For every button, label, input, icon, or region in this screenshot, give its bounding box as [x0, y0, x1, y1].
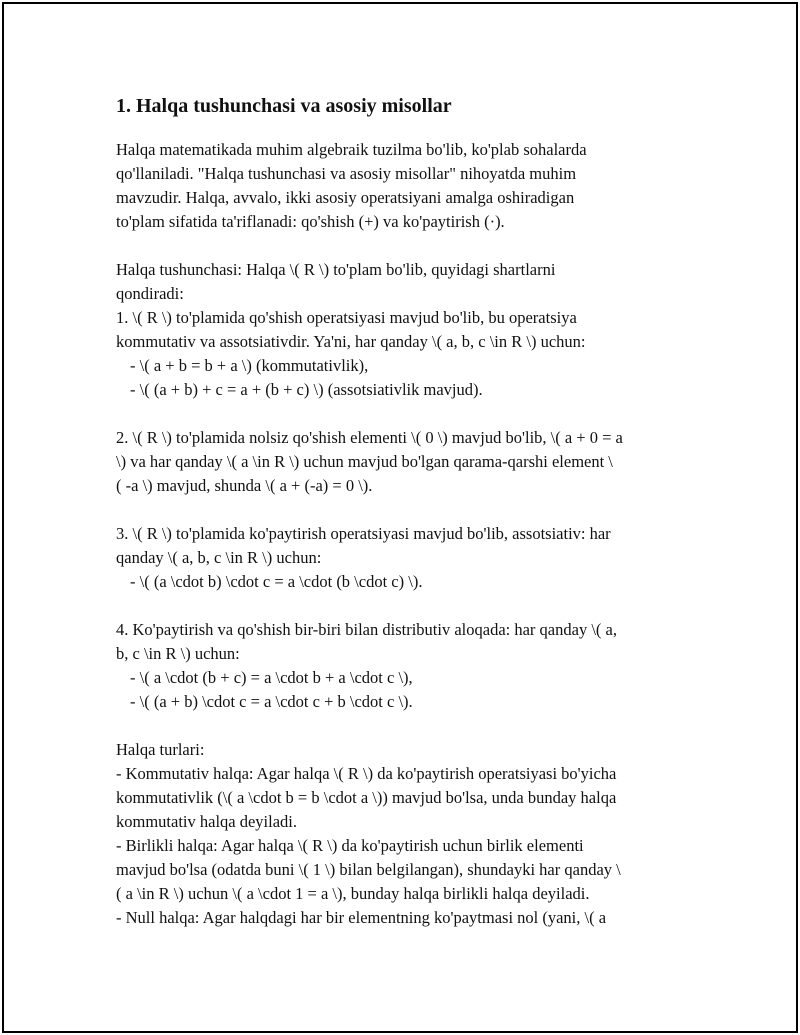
document-body: [116, 94, 696, 930]
text-line: - Null halqa: Agar halqdagi har bir elementning ko'paytmasi nol (yani, \( a: [116, 908, 607, 927]
text-line: b, c \in R \) uchun:: [116, 644, 240, 663]
paragraph-gap: [116, 498, 696, 522]
text-line: 3. \( R \) to'plamida ko'paytirish operatsiyasi mavjud bo'lib, assotsiativ: har: [116, 524, 611, 543]
text-line: ( -a \) mavjud, shunda \( a + (-a) = 0 \).: [116, 476, 373, 495]
formula-line: - \( (a + b) \cdot c = a \cdot c + b \cdot c \).: [130, 692, 413, 711]
text-line: kommutativ halqa deyiladi.: [116, 812, 298, 831]
paragraph-gap: [116, 234, 696, 258]
ring-types-paragraph: [116, 738, 696, 930]
text-line: Halqa matematikada muhim algebraik tuzilma bo'lib, ko'plab sohalarda: [116, 140, 587, 159]
formula-line: - \( a \cdot (b + c) = a \cdot b + a \cdot c \),: [130, 668, 413, 687]
text-line: ( a \in R \) uchun \( a \cdot 1 = a \), bunday halqa birlikli halqa deyiladi.: [116, 884, 590, 903]
text-line: 1. \( R \) to'plamida qo'shish operatsiyasi mavjud bo'lib, bu operatsiya: [116, 308, 577, 327]
paragraph-gap: [116, 594, 696, 618]
text-line: mavjud bo'lsa (odatda buni \( 1 \) bilan belgilangan), shundayki har qanday \: [116, 860, 621, 879]
intro-paragraph: [116, 138, 696, 234]
text-line: 4. Ko'paytirish va qo'shish bir-biri bilan distributiv aloqada: har qanday \( a,: [116, 620, 617, 639]
text-line: \) va har qanday \( a \in R \) uchun mavjud bo'lgan qarama-qarshi element \: [116, 452, 613, 471]
text-line: qondiradi:: [116, 284, 184, 303]
text-line: 2. \( R \) to'plamida nolsiz qo'shish elementi \( 0 \) mavjud bo'lib, \( a + 0 = a: [116, 428, 623, 447]
paragraph-gap: [116, 402, 696, 426]
section-title: 1. Halqa tushunchasi va asosiy misollar: [116, 95, 452, 117]
formula-line: - \( (a \cdot b) \cdot c = a \cdot (b \cdot c) \).: [130, 572, 423, 591]
formula-line: - \( a + b = b + a \) (kommutativlik),: [130, 356, 369, 375]
text-line: kommutativlik (\( a \cdot b = b \cdot a \)) mavjud bo'lsa, unda bunday halqa: [116, 788, 617, 807]
condition-3-paragraph: [116, 522, 696, 594]
text-line: to'plam sifatida ta'riflanadi: qo'shish (+) va ko'paytirish (·).: [116, 212, 505, 231]
definition-paragraph: [116, 258, 696, 402]
text-line: kommutativ va assotsiativdir. Ya'ni, har qanday \( a, b, c \in R \) uchun:: [116, 332, 586, 351]
formula-line: - \( (a + b) + c = a + (b + c) \) (assotsiativlik mavjud).: [130, 380, 483, 399]
text-line: Halqa tushunchasi: Halqa \( R \) to'plam bo'lib, quyidagi shartlarni: [116, 260, 556, 279]
text-line: Halqa turlari:: [116, 740, 205, 759]
text-line: qo'llaniladi. "Halqa tushunchasi va asosiy misollar" nihoyatda muhim: [116, 164, 577, 183]
text-line: qanday \( a, b, c \in R \) uchun:: [116, 548, 322, 567]
text-line: mavzudir. Halqa, avvalo, ikki asosiy operatsiyani amalga oshiradigan: [116, 188, 575, 207]
condition-2-paragraph: [116, 426, 696, 498]
condition-4-paragraph: [116, 618, 696, 714]
paragraph-gap: [116, 714, 696, 738]
text-line: - Kommutativ halqa: Agar halqa \( R \) da ko'paytirish operatsiyasi bo'yicha: [116, 764, 617, 783]
text-line: - Birlikli halqa: Agar halqa \( R \) da ko'paytirish uchun birlik elementi: [116, 836, 584, 855]
